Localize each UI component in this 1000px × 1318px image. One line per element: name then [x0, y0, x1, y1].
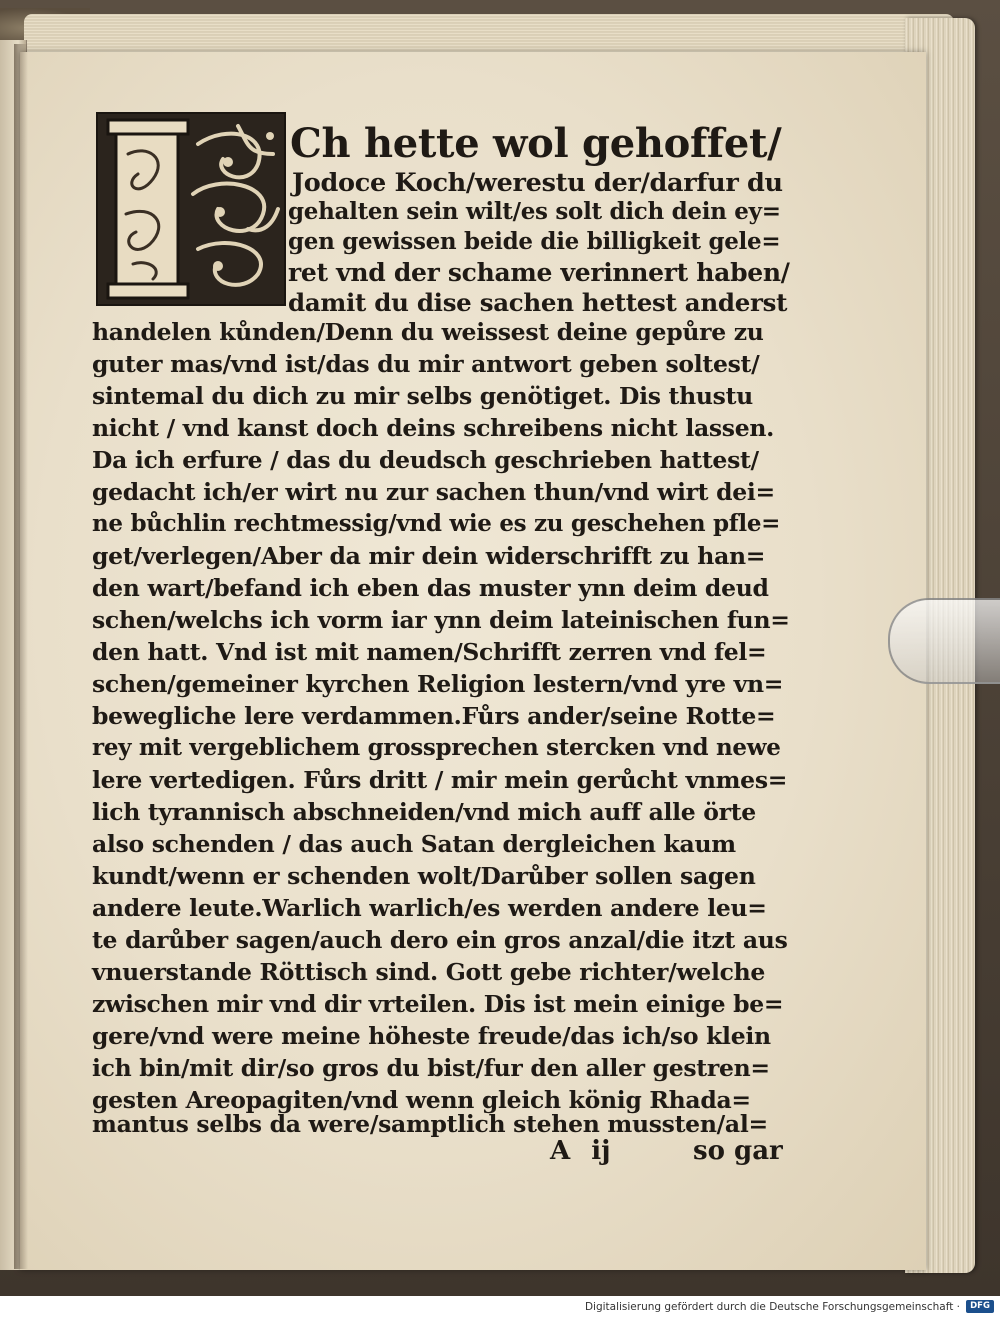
text-line-7: guter mas/vnd ist/das du mir antwort geben soltest/ — [92, 350, 760, 378]
initial-ornament-icon — [98, 114, 284, 304]
text-line-17: schen/gemeiner kyrchen Religion lestern/vnd yre vn= — [92, 670, 784, 698]
funding-note: Digitalisierung gefördert durch die Deutsche Forschungsgemeinschaft · — [584, 1301, 960, 1313]
text-line-8: sintemal du dich zu mir selbs genötiget. Dis thustu — [92, 382, 753, 410]
text-line-25: te darůber sagen/auch dero ein gros anzal/die itzt aus — [92, 926, 788, 954]
spine-shadow — [14, 44, 28, 1269]
text-line-15: schen/welchs ich vorm iar ynn deim lateinischen fun= — [92, 606, 790, 634]
text-line-4: ret vnd der schame verinnert haben/ — [288, 258, 790, 287]
text-line-6: handelen kůnden/Denn du weissest deine gepůre zu — [92, 318, 764, 346]
text-line-18: bewegliche lere verdammen.Fůrs ander/seine Rotte= — [92, 702, 776, 730]
text-line-19: rey mit vergeblichem grossprechen stercken vnd newe — [92, 734, 781, 761]
text-line-24: andere leute.Warlich warlich/es werden andere leu= — [92, 894, 767, 922]
text-line-31: mantus selbs da were/samptlich stehen mussten/al= — [92, 1110, 768, 1138]
text-line-11: gedacht ich/er wirt nu zur sachen thun/vnd wirt dei= — [92, 478, 775, 506]
text-line-5: damit du dise sachen hettest anderst — [288, 288, 788, 317]
text-line-21: lich tyrannisch abschneiden/vnd mich auff alle örte — [92, 798, 756, 826]
page-clip — [888, 598, 1000, 684]
text-line-10: Da ich erfure / das du deudsch geschrieben hattest/ — [92, 446, 759, 474]
text-line-30: gesten Areopagiten/vnd wenn gleich könig Rhada= — [92, 1086, 751, 1114]
text-line-16: den hatt. Vnd ist mit namen/Schrifft zerren vnd fel= — [92, 638, 767, 666]
text-line-23: kundt/wenn er schenden wolt/Darůber sollen sagen — [92, 862, 756, 890]
text-line-28: gere/vnd were meine höheste freude/das ich/so klein — [92, 1022, 771, 1050]
catchword: so gar — [693, 1136, 783, 1166]
text-line-1: Jodoce Koch/werestu der/darfur du — [292, 168, 783, 198]
text-line-13: get/verlegen/Aber da mir dein widerschrifft zu han= — [92, 542, 766, 570]
text-line-12: ne bůchlin rechtmessig/vnd wie es zu geschehen pfle= — [92, 510, 781, 537]
text-line-9: nicht / vnd kanst doch deins schreibens nicht lassen. — [92, 414, 775, 442]
dfg-logo-icon: DFG — [966, 1300, 994, 1313]
text-line-14: den wart/befand ich eben das muster ynn deim deud — [92, 574, 769, 602]
decorated-initial-woodcut — [96, 112, 286, 306]
text-line-27: zwischen mir vnd dir vrteilen. Dis ist mein einige be= — [92, 990, 784, 1018]
signature-mark: A ij — [550, 1136, 611, 1166]
text-line-22: also schenden / das auch Satan dergleichen kaum — [92, 830, 736, 858]
text-line-2: gehalten sein wilt/es solt dich dein ey= — [288, 198, 781, 225]
text-line-26: vnuerstande Röttisch sind. Gott gebe richter/welche — [92, 958, 766, 986]
first-line-text: Ch hette wol gehoffet/ — [290, 120, 782, 167]
text-line-29: ich bin/mit dir/so gros du bist/fur den aller gestren= — [92, 1054, 770, 1082]
text-line-3: gen gewissen beide die billigkeit gele= — [288, 228, 781, 255]
text-line-20: lere vertedigen. Fůrs dritt / mir mein gerůcht vnmes= — [92, 766, 788, 794]
